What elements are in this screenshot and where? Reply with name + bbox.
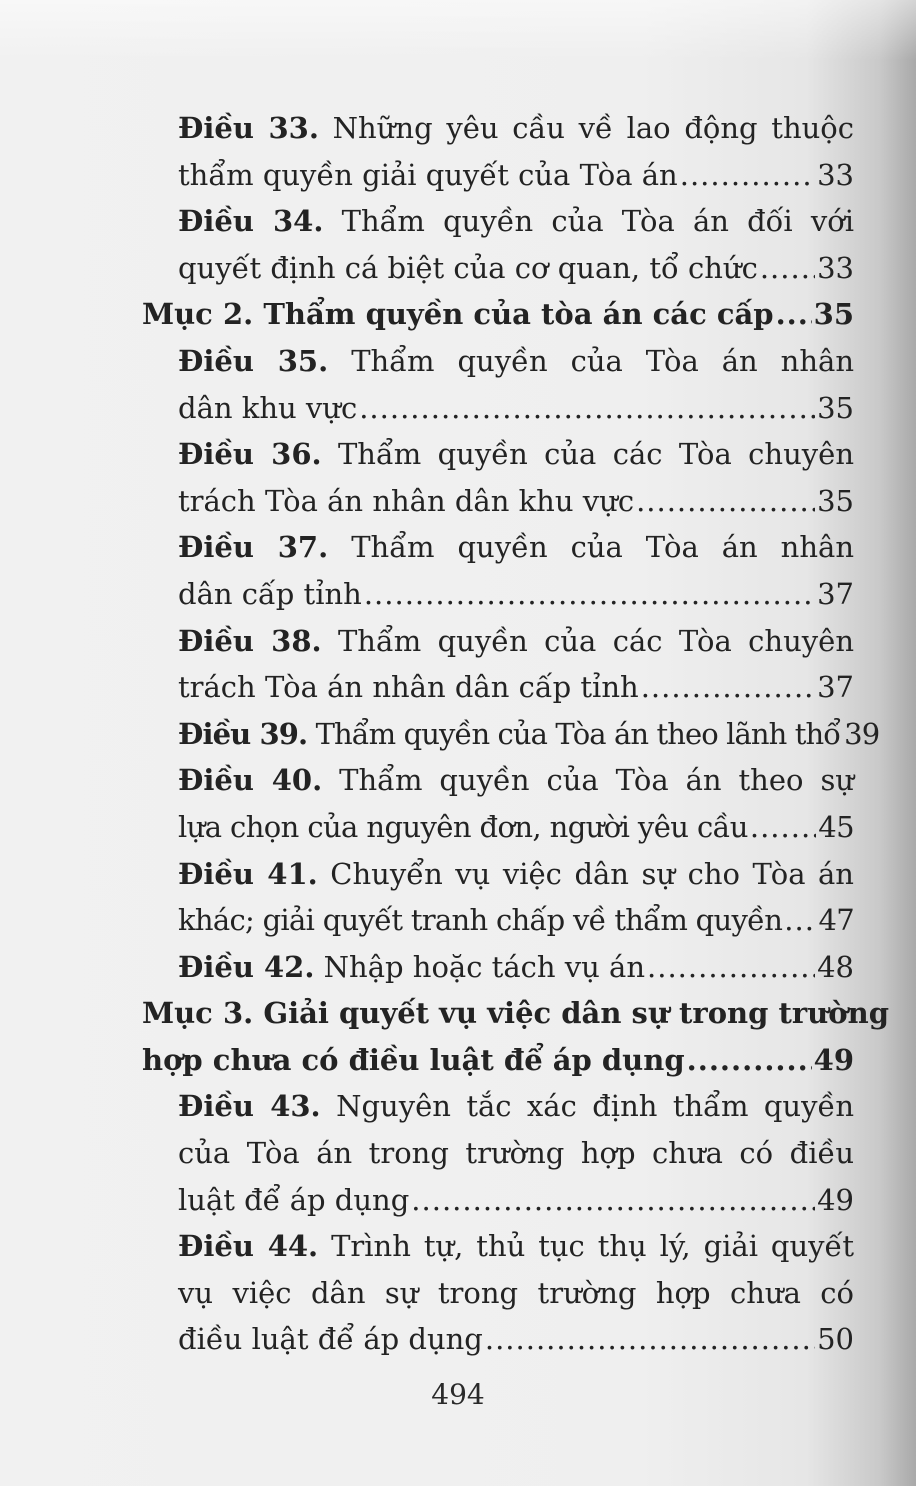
- toc-section-title: Giải quyết vụ việc dân sự trong trường: [263, 996, 889, 1031]
- toc-page-number: 49: [813, 1042, 854, 1077]
- toc-entry-title: thẩm quyền giải quyết của Tòa án: [178, 157, 678, 192]
- toc-entry-title: của Tòa án trong trường hợp chưa có điều: [178, 1136, 854, 1171]
- leader-dots: [784, 897, 816, 944]
- toc-entry-label: Điều 44.: [178, 1229, 319, 1264]
- toc-page-number: 35: [817, 390, 854, 425]
- toc-entry-title: Thẩm quyền của Tòa án theo sự: [339, 763, 855, 798]
- toc-entry-title: vụ việc dân sự trong trường hợp chưa có: [178, 1275, 854, 1310]
- table-of-contents: [142, 105, 889, 1363]
- toc-page-number: 37: [817, 576, 854, 611]
- toc-entry-title: Trình tự, thủ tục thụ lý, giải quyết: [331, 1229, 855, 1264]
- toc-entry-title: Thẩm quyền của Tòa án đối với: [341, 204, 855, 239]
- toc-entry-label: Điều 37.: [178, 530, 329, 565]
- toc-page-number: 50: [817, 1322, 854, 1357]
- leader-dots: [359, 385, 815, 432]
- leader-dots: [641, 664, 815, 711]
- toc-page-number: 39: [844, 716, 880, 751]
- toc-entry-title: Chuyển vụ việc dân sự cho Tòa án: [330, 856, 854, 891]
- leader-dots: [485, 1316, 815, 1363]
- toc-entry-dieu-35: [142, 338, 854, 385]
- toc-section-title: hợp chưa có điều luật để áp dụng: [142, 1042, 685, 1077]
- toc-page-number: 37: [817, 670, 854, 705]
- toc-section-label: Mục 3.: [142, 996, 254, 1031]
- leader-dots: [760, 245, 815, 292]
- toc-entry-dieu-37: [142, 524, 854, 571]
- toc-entry-title: lựa chọn của nguyên đơn, người yêu cầu: [178, 809, 748, 844]
- toc-entry-dieu-43: [142, 1083, 854, 1130]
- toc-entry-label: Điều 38.: [178, 623, 322, 658]
- toc-section-label: Mục 2.: [142, 297, 254, 332]
- toc-page-number: 33: [817, 157, 854, 192]
- toc-entry-dieu-36: [142, 431, 854, 478]
- leader-dots: [776, 291, 812, 338]
- toc-entry-title: trách Tòa án nhân dân khu vực: [178, 483, 635, 518]
- toc-page-number: 49: [817, 1182, 854, 1217]
- toc-entry-title: quyết định cá biệt của cơ quan, tổ chức: [178, 250, 758, 285]
- page-number: 494: [431, 1378, 485, 1411]
- leader-dots: [647, 944, 815, 991]
- toc-section-title: Thẩm quyền của tòa án các cấp: [263, 297, 774, 332]
- leader-dots: [364, 571, 815, 618]
- toc-page-number: 35: [813, 297, 854, 332]
- leader-dots: [636, 478, 815, 525]
- toc-entry-label: Điều 36.: [178, 437, 322, 472]
- toc-page-number: 35: [817, 483, 854, 518]
- toc-entry-dieu-42: [142, 944, 854, 991]
- toc-entry-title: luật để áp dụng: [178, 1182, 410, 1217]
- toc-entry-dieu-44: [142, 1223, 854, 1270]
- toc-entry-label: Điều 40.: [178, 763, 323, 798]
- toc-entry-title: Thẩm quyền của các Tòa chuyên: [337, 623, 854, 658]
- toc-entry-dieu-34: [142, 198, 854, 245]
- toc-section-muc-3: [142, 990, 889, 1037]
- toc-entry-title: Thẩm quyền của Tòa án nhân: [351, 530, 855, 565]
- leader-dots: [411, 1177, 815, 1224]
- leader-dots: [687, 1037, 812, 1084]
- toc-entry-title: dân khu vực: [178, 390, 358, 425]
- toc-entry-title: điều luật để áp dụng: [178, 1322, 483, 1357]
- toc-entry-dieu-41: [142, 851, 854, 898]
- toc-entry-title: Nhập hoặc tách vụ án: [323, 949, 646, 984]
- toc-page-number: 45: [818, 809, 854, 844]
- toc-entry-title: trách Tòa án nhân dân cấp tỉnh: [178, 670, 639, 705]
- toc-entry-title: Thẩm quyền của Tòa án theo lãnh thổ: [315, 716, 841, 751]
- toc-entry-dieu-40: [142, 757, 854, 804]
- toc-entry-title: Thẩm quyền của các Tòa chuyên: [337, 437, 854, 472]
- toc-entry-dieu-38: [142, 618, 854, 665]
- toc-section-muc-2: [142, 291, 854, 338]
- toc-entry-title: dân cấp tỉnh: [178, 576, 362, 611]
- toc-entry-label: Điều 35.: [178, 343, 329, 378]
- toc-page-number: 33: [817, 250, 854, 285]
- toc-entry-dieu-39: [142, 711, 880, 758]
- toc-entry-label: Điều 39.: [178, 716, 308, 751]
- toc-entry-label: Điều 33.: [178, 111, 319, 145]
- toc-entry-dieu-33: [142, 105, 854, 152]
- toc-entry-label: Điều 34.: [178, 204, 324, 239]
- leader-dots: [680, 152, 815, 199]
- toc-page-number: 48: [817, 949, 854, 984]
- toc-entry-label: Điều 43.: [178, 1089, 321, 1124]
- toc-entry-label: Điều 42.: [178, 949, 315, 984]
- toc-entry-title: Thẩm quyền của Tòa án nhân: [351, 343, 855, 378]
- toc-entry-title: khác; giải quyết tranh chấp về thẩm quyền: [178, 903, 783, 938]
- toc-entry-title: Những yêu cầu về lao động thuộc: [332, 111, 855, 145]
- toc-entry-title: Nguyên tắc xác định thẩm quyền: [336, 1089, 854, 1124]
- leader-dots: [750, 804, 816, 851]
- toc-page-number: 47: [818, 903, 854, 938]
- toc-entry-label: Điều 41.: [178, 856, 318, 891]
